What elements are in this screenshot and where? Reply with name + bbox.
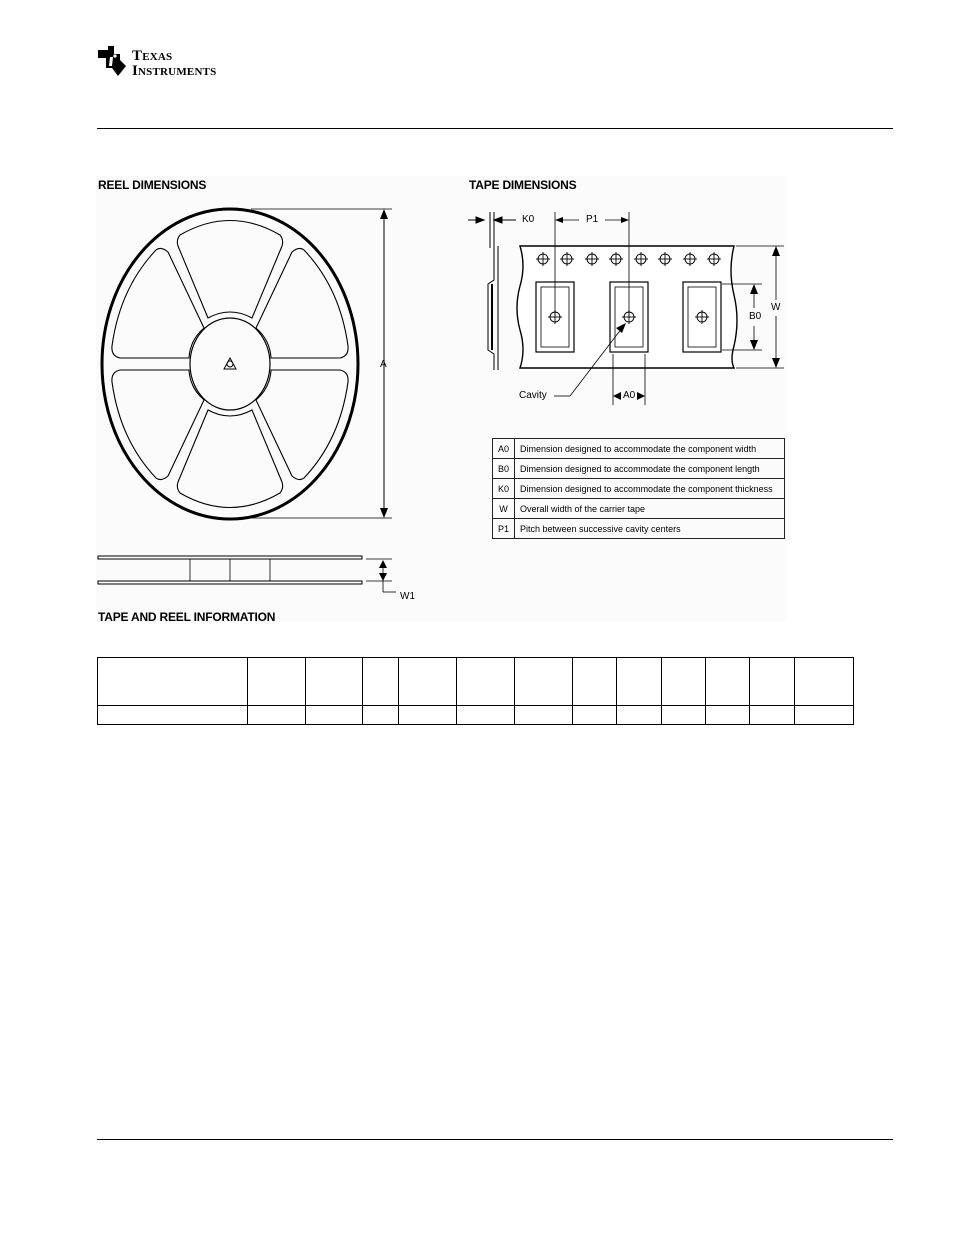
tape-drawing: [466, 200, 796, 410]
reel-dimensions-title: REEL DIMENSIONS: [98, 178, 207, 192]
tape-dim-b0-label: B0: [749, 311, 762, 322]
table-cell: [750, 706, 795, 725]
legend-row: [493, 499, 785, 519]
table-header-cell: [515, 658, 573, 706]
table-header-cell: [795, 658, 854, 706]
legend-code: W: [493, 499, 515, 519]
tape-reel-info-table: [97, 657, 854, 725]
header-divider: [97, 128, 893, 129]
legend-row: [493, 519, 785, 539]
table-header-cell: [750, 658, 795, 706]
table-header-row: [98, 658, 854, 706]
table-header-cell: [306, 658, 363, 706]
table-cell: [306, 706, 363, 725]
legend-description: Dimension designed to accommodate the component width: [515, 439, 785, 459]
table-cell: [457, 706, 515, 725]
table-header-cell: [98, 658, 248, 706]
table-header-cell: [573, 658, 617, 706]
ti-logo: [96, 44, 236, 80]
legend-description: Dimension designed to accommodate the component length: [515, 459, 785, 479]
legend-row: [493, 459, 785, 479]
reel-dim-w1-label: W1: [400, 591, 415, 602]
tape-dimension-legend: [492, 438, 785, 539]
table-cell: [706, 706, 750, 725]
table-cell: [795, 706, 854, 725]
footer-divider: [97, 1139, 893, 1140]
tape-dim-a0-label: A0: [623, 390, 636, 401]
legend-row: [493, 439, 785, 459]
reel-drawing: [96, 200, 426, 610]
logo-line-2: Instruments: [132, 63, 217, 79]
table-cell: [363, 706, 399, 725]
cavity-label: Cavity: [519, 390, 547, 401]
table-cell: [617, 706, 662, 725]
table-header-cell: [363, 658, 399, 706]
legend-code: K0: [493, 479, 515, 499]
legend-code: B0: [493, 459, 515, 479]
table-header-cell: [457, 658, 515, 706]
table-cell: [573, 706, 617, 725]
tape-dim-k0-label: K0: [522, 214, 535, 225]
table-header-cell: [248, 658, 306, 706]
legend-row: [493, 479, 785, 499]
table-cell: [399, 706, 457, 725]
legend-description: Dimension designed to accommodate the component thickness: [515, 479, 785, 499]
tape-dim-w-label: W: [771, 302, 781, 313]
table-cell: [662, 706, 706, 725]
ti-logo-icon: [96, 44, 130, 78]
table-cell: [248, 706, 306, 725]
table-header-cell: [706, 658, 750, 706]
reel-dim-a-label: A: [380, 359, 387, 370]
tape-reel-info-title: TAPE AND REEL INFORMATION: [98, 610, 276, 624]
legend-code: P1: [493, 519, 515, 539]
reel-center-mark: [224, 358, 236, 369]
legend-code: A0: [493, 439, 515, 459]
legend-description: Overall width of the carrier tape: [515, 499, 785, 519]
table-header-cell: [399, 658, 457, 706]
table-header-cell: [662, 658, 706, 706]
tape-dimensions-title: TAPE DIMENSIONS: [469, 178, 577, 192]
table-cell: [515, 706, 573, 725]
table-cell: [98, 706, 248, 725]
legend-description: Pitch between successive cavity centers: [515, 519, 785, 539]
tape-dim-p1-label: P1: [586, 214, 599, 225]
table-header-cell: [617, 658, 662, 706]
logo-line-1: Texas: [132, 48, 173, 64]
table-row: [98, 706, 854, 725]
